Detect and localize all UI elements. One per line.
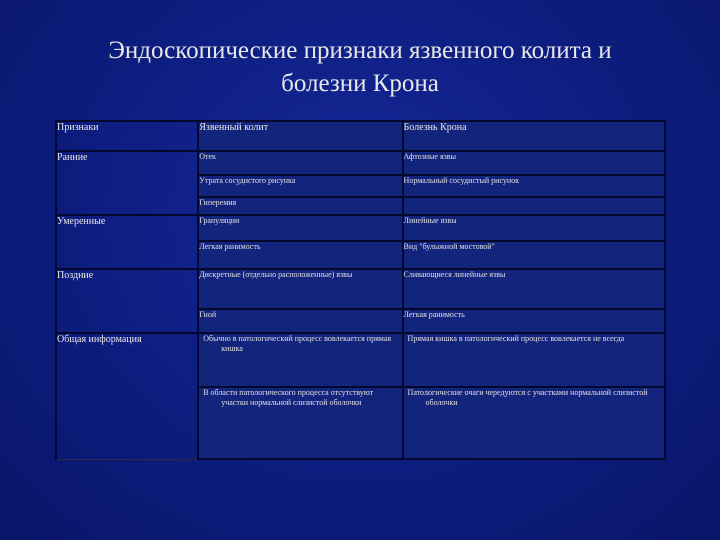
section-cell-early bbox=[56, 151, 198, 215]
table-cell: Грануляции bbox=[198, 215, 402, 241]
table-cell: Утрата сосудистого рисунка bbox=[198, 175, 402, 197]
section-cell-late bbox=[56, 269, 198, 333]
table-cell: Дискретные (отдельно расположенные) язвы bbox=[198, 269, 402, 309]
table-row bbox=[56, 333, 665, 387]
table-header-row bbox=[56, 121, 665, 151]
table-cell: Гиперемия bbox=[198, 197, 402, 215]
header-cell-uc bbox=[198, 121, 402, 151]
table-cell bbox=[403, 387, 665, 459]
cell-text: В области патологического процесса отсутствуют участки нормальной слизистой оболочки bbox=[203, 388, 374, 407]
table-cell: Легкая ранимость bbox=[198, 241, 402, 269]
table-row bbox=[56, 151, 665, 175]
section-cell-moderate bbox=[56, 215, 198, 269]
table-cell: Гной bbox=[198, 309, 402, 333]
section-label: Поздние bbox=[57, 270, 94, 281]
cell-text: Патологические очаги чередуются с участками нормальной слизистой оболочки bbox=[407, 388, 648, 407]
section-label: Общая информация bbox=[57, 334, 142, 345]
table-cell bbox=[403, 333, 665, 387]
header-cell-signs bbox=[56, 121, 198, 151]
table-cell: Нормальный сосудистый рисунок bbox=[403, 175, 665, 197]
slide-title-line-2: болезни Крона bbox=[281, 70, 439, 97]
table-cell: Линейные язвы bbox=[403, 215, 665, 241]
section-label: Умеренные bbox=[57, 216, 106, 227]
table-cell: Сливающиеся линейные язвы bbox=[403, 269, 665, 309]
slide-title-line-1: Эндоскопические признаки язвенного колита и bbox=[108, 37, 612, 64]
table-cell bbox=[403, 197, 665, 215]
header-cell-crohn bbox=[403, 121, 665, 151]
table-cell: Афтозные язвы bbox=[403, 151, 665, 175]
header-label: Болезнь Крона bbox=[403, 122, 467, 133]
table-cell bbox=[198, 333, 402, 387]
section-label: Ранние bbox=[57, 152, 88, 163]
section-cell-general bbox=[56, 333, 198, 459]
table-row bbox=[56, 215, 665, 241]
header-label: Признаки bbox=[57, 122, 99, 133]
table-cell: Вид "булыжной мостовой" bbox=[403, 241, 665, 269]
table-cell: Легкая ранимость bbox=[403, 309, 665, 333]
comparison-table bbox=[55, 120, 666, 460]
cell-text: Обычно в патологический процесс вовлекается прямая кишка bbox=[203, 334, 392, 353]
cell-text: Прямая кишка в патологический процесс вовлекается не всегда bbox=[407, 334, 625, 343]
table-cell: Отек bbox=[198, 151, 402, 175]
table-row bbox=[56, 269, 665, 309]
slide-title bbox=[40, 34, 680, 100]
header-label: Язвенный колит bbox=[199, 122, 269, 133]
table-cell bbox=[198, 387, 402, 459]
